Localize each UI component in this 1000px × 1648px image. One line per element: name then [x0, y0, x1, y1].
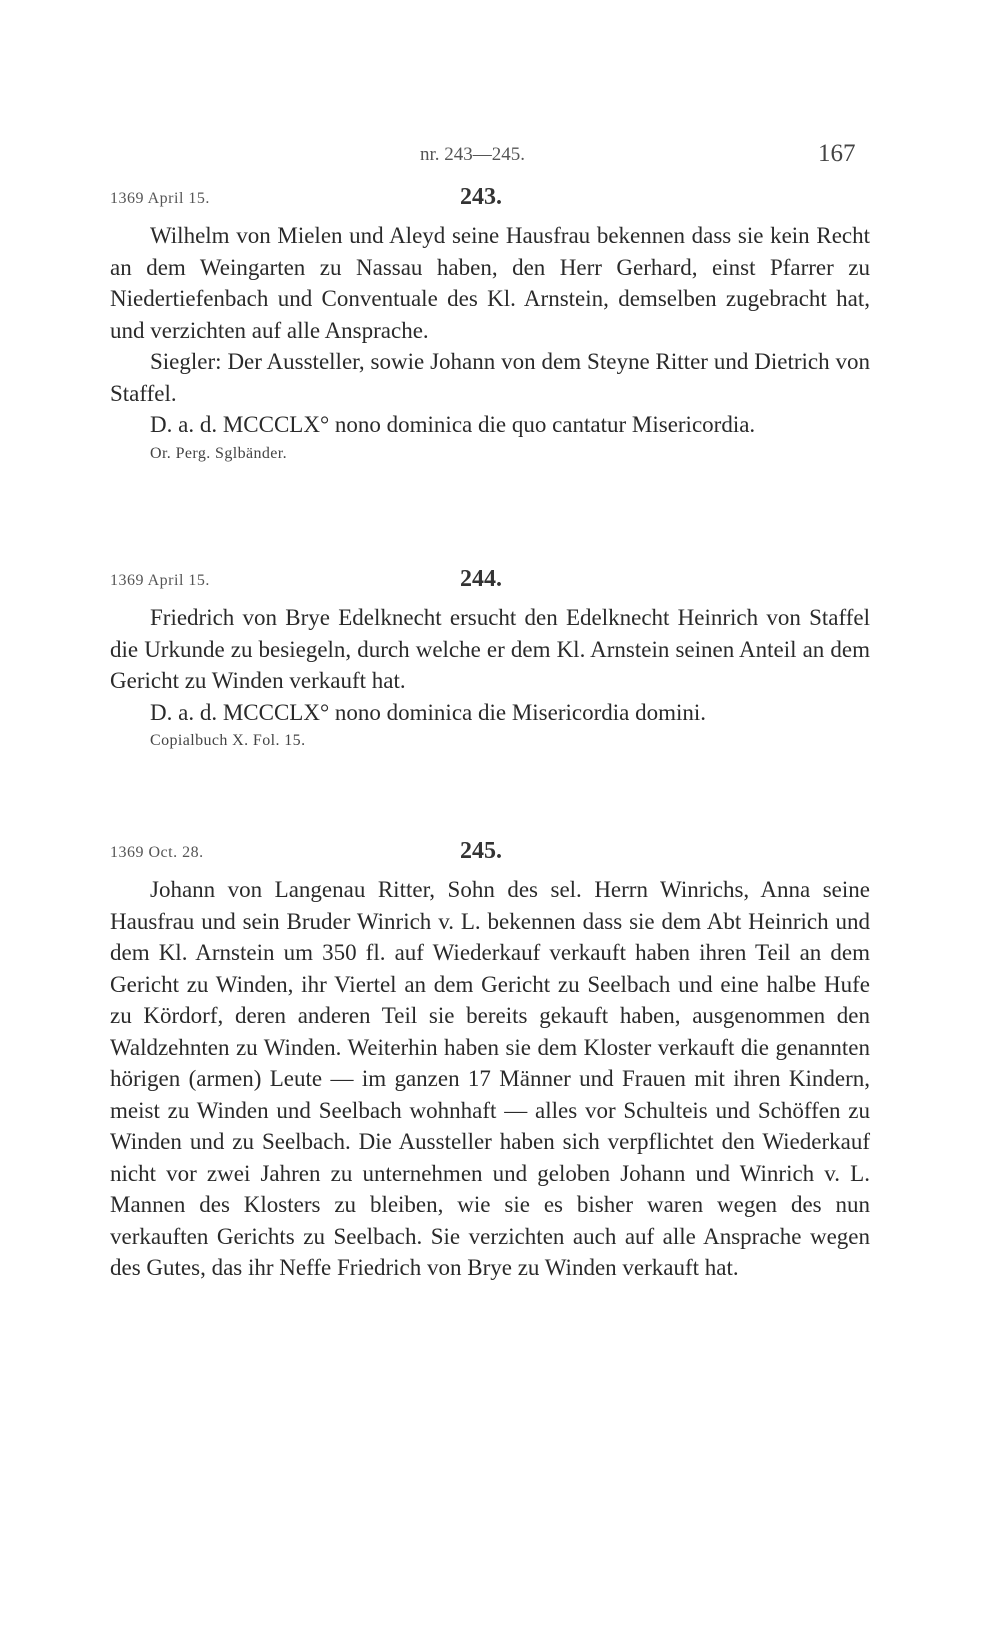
entry-summary: Friedrich von Brye Edelknecht ersucht den Edelknecht Heinrich von Staffel die Urkunde zu besiegeln, durch welche er dem Kl. Arnstein seinen Anteil an dem Gericht zu Winden verkauft hat.	[110, 605, 870, 693]
page-number: 167	[818, 140, 856, 167]
entry-244	[110, 566, 870, 750]
entry-date: 1369 April 15.	[110, 190, 210, 207]
entry-summary: Wilhelm von Mielen und Aleyd seine Hausfrau bekennen dass sie kein Recht an dem Weingarten zu Nassau haben, den Herr Gerhard, einst Pfarrer zu Niedertiefenbach und Conventuale des Kl. Arnstein, demselben zugebracht hat, und verzichten auf alle Ansprache.	[110, 223, 870, 343]
entry-date: 1369 April 15.	[110, 572, 210, 589]
entry-dating: D. a. d. MCCCLX° nono dominica die Misericordia domini.	[150, 699, 707, 725]
entry-source: Copialbuch X. Fol. 15.	[150, 732, 306, 749]
entry-number: 243.	[460, 184, 502, 210]
entry-number: 245.	[460, 838, 502, 864]
entry-summary: Johann von Langenau Ritter, Sohn des sel. Herrn Winrichs, Anna seine Hausfrau und sein Bruder Winrich v. L. bekennen dass sie dem Abt Heinrich und dem Kl. Arnstein um 350 fl. auf Wiederkauf verkauft haben ihren Teil an dem Gericht zu Winden, ihr Viertel an dem Gericht zu Seelbach und eine halbe Hufe zu Kördorf, deren anderen Teil sie bereits gekauft haben, ausgenommen den Waldzehnten zu Winden. Weiterhin haben sie dem Kloster verkauft die genannten hörigen (armen) Leute — im ganzen 17 Männer und Frauen mit ihren Kindern, meist zu Winden und Seelbach wohnhaft — alles vor Schulteis und Schöffen zu Winden und zu Seelbach. Die Aussteller haben sich verpflichtet den Wiederkauf nicht vor zwei Jahren zu unternehmen und geloben Johann und Winrich v. L. Mannen des Klosters zu bleiben, wie sie es bisher waren wegen des nun verkauften Gerichts zu Seelbach. Sie verzichten auch auf alle Ansprache wegen des Gutes, das ihr Neffe Friedrich von Brye zu Winden verkauft hat.	[110, 877, 870, 1280]
entry-source: Or. Perg. Sglbänder.	[150, 444, 288, 462]
running-head	[0, 140, 1000, 170]
entry-sealers: Siegler: Der Aussteller, sowie Johann von dem Steyne Ritter und Dietrich von Staffel.	[110, 349, 870, 406]
entry-243	[110, 184, 870, 463]
entry-number: 244.	[460, 566, 502, 592]
entry-range: nr. 243—245.	[420, 144, 526, 165]
entry-245	[110, 838, 870, 1284]
entry-dating: D. a. d. MCCCLX° nono dominica die quo cantatur Misericordia.	[150, 412, 756, 437]
entry-date: 1369 Oct. 28.	[110, 844, 204, 861]
